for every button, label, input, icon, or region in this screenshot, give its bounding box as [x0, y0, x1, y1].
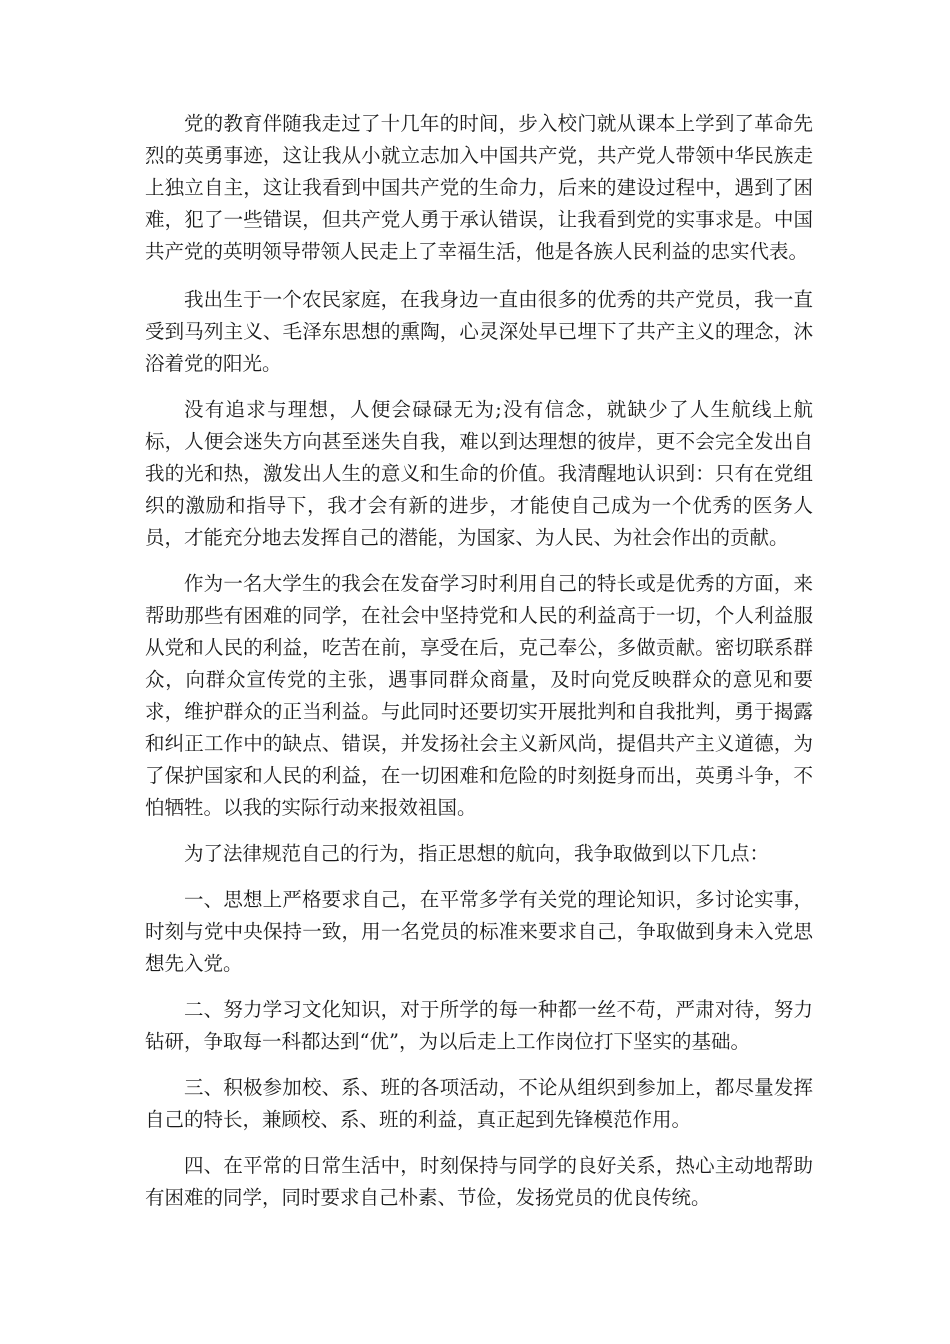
paragraph-party-education: 党的教育伴随我走过了十几年的时间，步入校门就从课本上学到了革命先烈的英勇事迹，这让我从小就立志加入中国共产党，共产党人带领中华民族走上独立自主，这让我看到中国共产党的生命力，后来的建设过程中，遇到了困难，犯了一些错误，但共产党人勇于承认错误，让我看到党的实事求是。中国共产党的英明领导带领人民走上了幸福生活，他是各族人民利益的忠实代表。 — [145, 112, 813, 263]
paragraph-point-four: 四、在平常的日常生活中，时刻保持与同学的良好关系，热心主动地帮助有困难的同学，同时要求自己朴素、节俭，发扬党员的优良传统。 — [145, 1154, 813, 1209]
paragraph-ideals: 没有追求与理想，人便会碌碌无为;没有信念，就缺少了人生航线上航标，人便会迷失方向甚至迷失自我，难以到达理想的彼岸，更不会完全发出自我的光和热，激发出人生的意义和生命的价值。我清醒地认识到：只有在党组织的激励和指导下，我才会有新的进步，才能使自己成为一个优秀的医务人员，才能充分地去发挥自己的潜能，为国家、为人民、为社会作出的贡献。 — [145, 398, 813, 549]
paragraph-point-three: 三、积极参加校、系、班的各项活动，不论从组织到参加上，都尽量发挥自己的特长，兼顾校、系、班的利益，真正起到先锋模范作用。 — [145, 1076, 813, 1131]
document-body — [145, 108, 813, 1214]
paragraph-family-background: 我出生于一个农民家庭，在我身边一直由很多的优秀的共产党员，我一直受到马列主义、毛泽东思想的熏陶，心灵深处早已埋下了共产主义的理念，沐浴着党的阳光。 — [145, 288, 813, 375]
paragraph-intro-points: 为了法律规范自己的行为，指正思想的航向，我争取做到以下几点： — [184, 842, 770, 865]
paragraph-point-one: 一、思想上严格要求自己，在平常多学有关党的理论知识，多讨论实事，时刻与党中央保持一致，用一名党员的标准来要求自己，争取做到身未入党思想先入党。 — [145, 888, 813, 975]
paragraph-student-commitment: 作为一名大学生的我会在发奋学习时利用自己的特长或是优秀的方面，来帮助那些有困难的同学，在社会中坚持党和人民的利益高于一切，个人利益服从党和人民的利益，吃苦在前，享受在后，克己奉公，多做贡献。密切联系群众，向群众宣传党的主张，遇事同群众商量，及时向党反映群众的意见和要求，维护群众的正当利益。与此同时还要切实开展批判和自我批判，勇于揭露和纠正工作中的缺点、错误，并发扬社会主义新风尚，提倡共产主义道德，为了保护国家和人民的利益，在一切困难和危险的时刻挺身而出，英勇斗争，不怕牺牲。以我的实际行动来报效祖国。 — [145, 572, 813, 819]
paragraph-point-two: 二、努力学习文化知识，对于所学的每一种都一丝不苟，严肃对待，努力钻研，争取每一科都达到“优”，为以后走上工作岗位打下坚实的基础。 — [145, 998, 813, 1053]
